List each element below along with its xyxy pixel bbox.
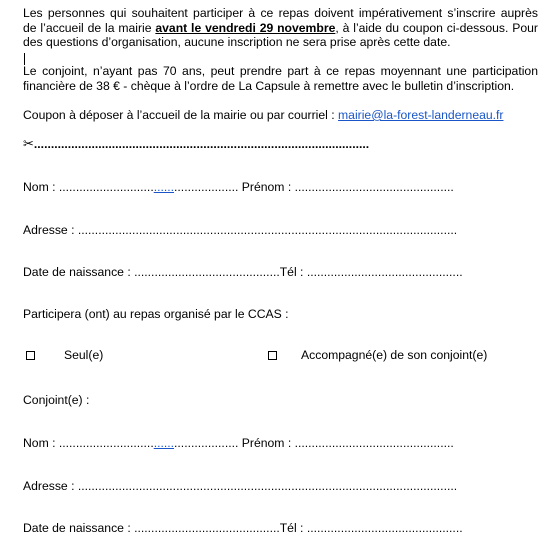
- form2-dob-row: [23, 521, 463, 535]
- checkbox-alone[interactable]: [26, 351, 35, 360]
- nom-dots: ............................: [58, 180, 154, 194]
- adresse-label-2: Adresse :: [23, 479, 78, 493]
- intro-line-2-start: de l’accueil de la mairie: [23, 20, 156, 35]
- intro-paragraph: [23, 6, 538, 50]
- nom-label: Nom :: [23, 180, 59, 194]
- spouse-info-line-2: financière de 38 € - chèque à l’ordre de La Capsule à remettre avec le bulletin d’inscription.: [23, 78, 515, 93]
- option-with-spouse-label: Accompagné(e) de son conjoint(e): [301, 348, 488, 362]
- form1-name-row: [23, 180, 454, 194]
- prenom-label: Prénom :: [238, 180, 295, 194]
- nom-field[interactable]: [59, 180, 238, 194]
- intro-line-1: Les personnes qui souhaitent participer à ce repas doivent impérativement s’inscrire auprès: [23, 6, 538, 20]
- dob-label: Date de naissance :: [23, 265, 135, 279]
- spouse-section-label: Conjoint(e) :: [23, 393, 90, 407]
- prenom-field[interactable]: ...............................................: [294, 180, 454, 194]
- adresse-field[interactable]: ................................................................................................................: [77, 223, 458, 237]
- tel-field[interactable]: ..............................................: [306, 265, 463, 279]
- nom-dots-marked-2: ......: [153, 436, 175, 450]
- prenom-field-2[interactable]: ...............................................: [294, 436, 454, 450]
- nom-dots-end: ...................: [174, 180, 239, 194]
- nom-dots-2: ............................: [58, 436, 154, 450]
- dob-field[interactable]: ...........................................: [134, 265, 280, 279]
- dob-field-2[interactable]: ...........................................: [134, 521, 280, 535]
- cut-line: [23, 137, 369, 151]
- email-link[interactable]: mairie@la-forest-landerneau.fr: [338, 108, 504, 122]
- tel-label: Tél :: [279, 265, 307, 279]
- form1-address-row: [23, 223, 457, 237]
- nom-field-2[interactable]: [59, 436, 238, 450]
- spouse-info-paragraph: [23, 64, 538, 93]
- tel-label-2: Tél :: [279, 521, 307, 535]
- deadline-text: avant le vendredi 29 novembre: [155, 20, 336, 35]
- intro-line-3: des questions d’organisation, aucune inscription ne sera prise après cette date.: [23, 35, 451, 49]
- form2-address-row: [23, 479, 457, 493]
- participation-label: Participera (ont) au repas organisé par le CCAS :: [23, 307, 289, 321]
- spouse-info-line-1: Le conjoint, n’ayant pas 70 ans, peut prendre part à ce repas moyennant une participation: [23, 64, 538, 78]
- checkbox-with-spouse[interactable]: [268, 351, 277, 360]
- coupon-text: Coupon à déposer à l’accueil de la mairie ou par courriel :: [23, 108, 339, 122]
- intro-line-2-end: , à l’aide du coupon ci-dessous. Pour: [335, 20, 538, 35]
- nom-dots-end-2: ...................: [174, 436, 239, 450]
- scissors-icon: ✂: [23, 136, 34, 151]
- cut-dots: ...................................................................................................: [33, 137, 370, 151]
- adresse-field-2[interactable]: ................................................................................................................: [77, 479, 458, 493]
- tel-field-2[interactable]: ..............................................: [306, 521, 463, 535]
- form2-name-row: [23, 436, 454, 450]
- nom-label-2: Nom :: [23, 436, 59, 450]
- dob-label-2: Date de naissance :: [23, 521, 135, 535]
- adresse-label: Adresse :: [23, 223, 78, 237]
- coupon-instruction: [23, 108, 504, 122]
- prenom-label-2: Prénom :: [238, 436, 295, 450]
- option-alone-label: Seul(e): [64, 348, 104, 362]
- form1-dob-row: [23, 265, 463, 279]
- intro-line-2: [23, 21, 538, 36]
- nom-dots-marked: ......: [153, 180, 175, 194]
